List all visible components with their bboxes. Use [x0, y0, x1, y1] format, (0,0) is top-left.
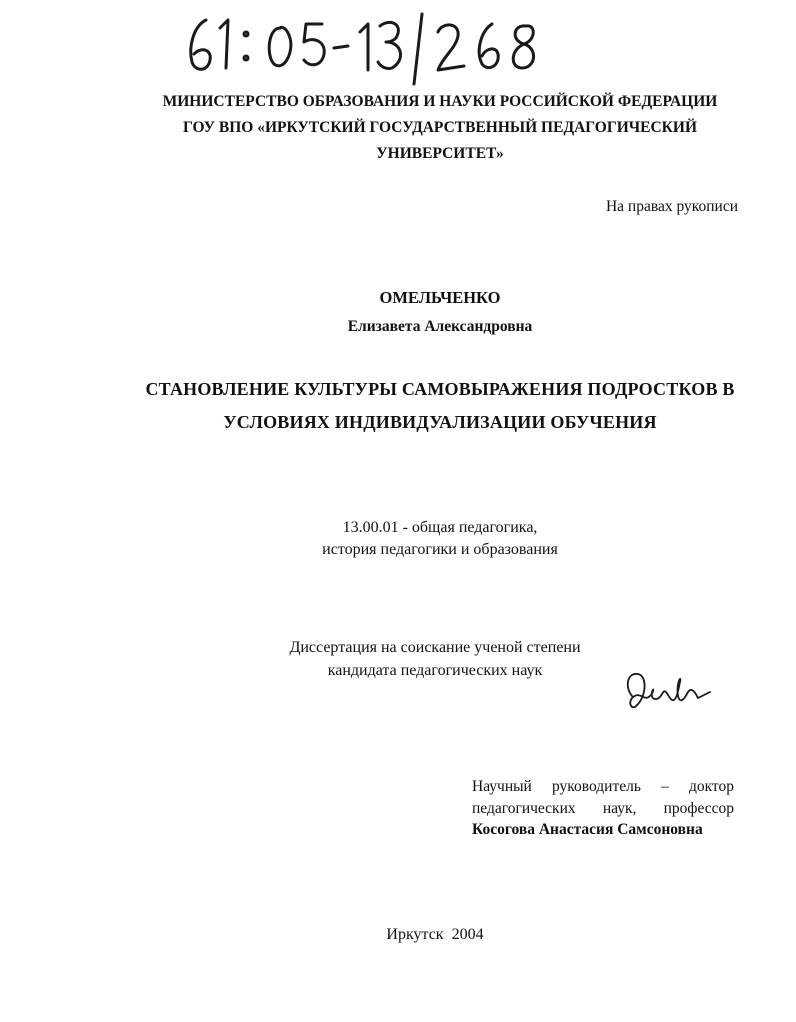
author-surname: ОМЕЛЬЧЕНКО	[379, 288, 501, 307]
supervisor-title: Научный руководитель – доктор	[472, 778, 734, 795]
supervisor-degree: педагогических наук, профессор	[472, 800, 734, 817]
university-name-line2: УНИВЕРСИТЕТ»	[376, 145, 504, 162]
dissertation-title-line1: СТАНОВЛЕНИЕ КУЛЬТУРЫ САМОВЫРАЖЕНИЯ ПОДРОСТКОВ В	[145, 379, 735, 399]
manuscript-note: На правах рукописи	[605, 198, 738, 215]
specialty-code: 13.00.01 - общая педагогика,	[342, 519, 538, 536]
degree-statement-line2: кандидата педагогических наук	[327, 662, 543, 679]
degree-statement-line1: Диссертация на соискание ученой степени	[289, 639, 581, 656]
supervisor-name: Косогова Анастасия Самсоновна	[472, 821, 703, 838]
place-and-year: Иркутск 2004	[386, 926, 484, 943]
dissertation-title-line2: УСЛОВИЯХ ИНДИВИДУАЛИЗАЦИИ ОБУЧЕНИЯ	[223, 412, 657, 432]
ministry-name: МИНИСТЕРСТВО ОБРАЗОВАНИЯ И НАУКИ РОССИЙСКОЙ ФЕДЕРАЦИИ	[162, 93, 718, 110]
handwritten-signature	[618, 662, 718, 722]
handwritten-archive-code	[176, 6, 576, 86]
specialty-name: история педагогики и образования	[322, 541, 558, 558]
author-name: Елизавета Александровна	[347, 318, 533, 335]
university-name-line1: ГОУ ВПО «ИРКУТСКИЙ ГОСУДАРСТВЕННЫЙ ПЕДАГОГИЧЕСКИЙ	[182, 119, 698, 136]
